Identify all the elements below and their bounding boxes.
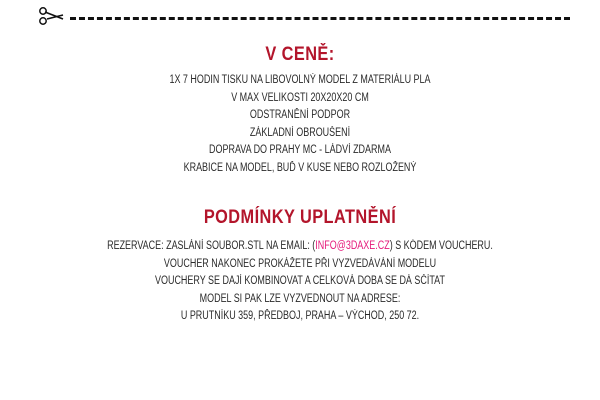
- price-item: ZÁKLADNÍ OBROUŠENÍ: [249, 126, 351, 139]
- price-list: [0, 72, 600, 178]
- dashed-cut-line: [70, 17, 570, 20]
- conditions-heading: PODMÍNKY UPLATNĚNÍ: [203, 207, 397, 228]
- condition-item: MODEL SI PAK LZE VYZVEDNOUT NA ADRESE:: [199, 292, 401, 305]
- price-item: ODSTRANĚNÍ PODPOR: [249, 109, 351, 122]
- cut-line: [38, 6, 568, 26]
- conditions-section: [0, 207, 600, 326]
- scissors-icon: [38, 6, 64, 26]
- email-link[interactable]: INFO@3DAXE.CZ: [315, 240, 390, 252]
- price-section: [0, 44, 600, 178]
- reservation-suffix: ) S KÓDEM VOUCHERU.: [389, 240, 493, 252]
- price-item: V MAX VELIKOSTI 20X20X20 CM: [231, 91, 369, 104]
- address-line: U PRUTNÍKU 359, PŘEDBOJ, PRAHA – VÝCHOD, 250 72.: [180, 310, 420, 323]
- price-heading: V CENĚ:: [265, 44, 335, 65]
- reservation-line: [66, 238, 534, 256]
- price-item: KRABICE NA MODEL, BUĎ V KUSE NEBO ROZLOŽENÝ: [183, 161, 417, 174]
- condition-item: VOUCHER NAKONEC PROKÁŽETE PŘI VYZVEDÁVÁNÍ MODELU: [163, 257, 437, 270]
- price-item: DOPRAVA DO PRAHY MC - LÁDVÍ ZDARMA: [209, 144, 391, 157]
- price-item: 1X 7 HODIN TISKU NA LIBOVOLNÝ MODEL Z MATERIÁLU PLA: [169, 74, 431, 86]
- conditions-list: [0, 238, 600, 326]
- condition-item: VOUCHERY SE DAJÍ KOMBINOVAT A CELKOVÁ DOBA SE DÁ SČÍTAT: [155, 275, 445, 288]
- reservation-prefix: REZERVACE: ZASLÁNÍ SOUBOR.STL NA EMAIL: (: [107, 240, 316, 252]
